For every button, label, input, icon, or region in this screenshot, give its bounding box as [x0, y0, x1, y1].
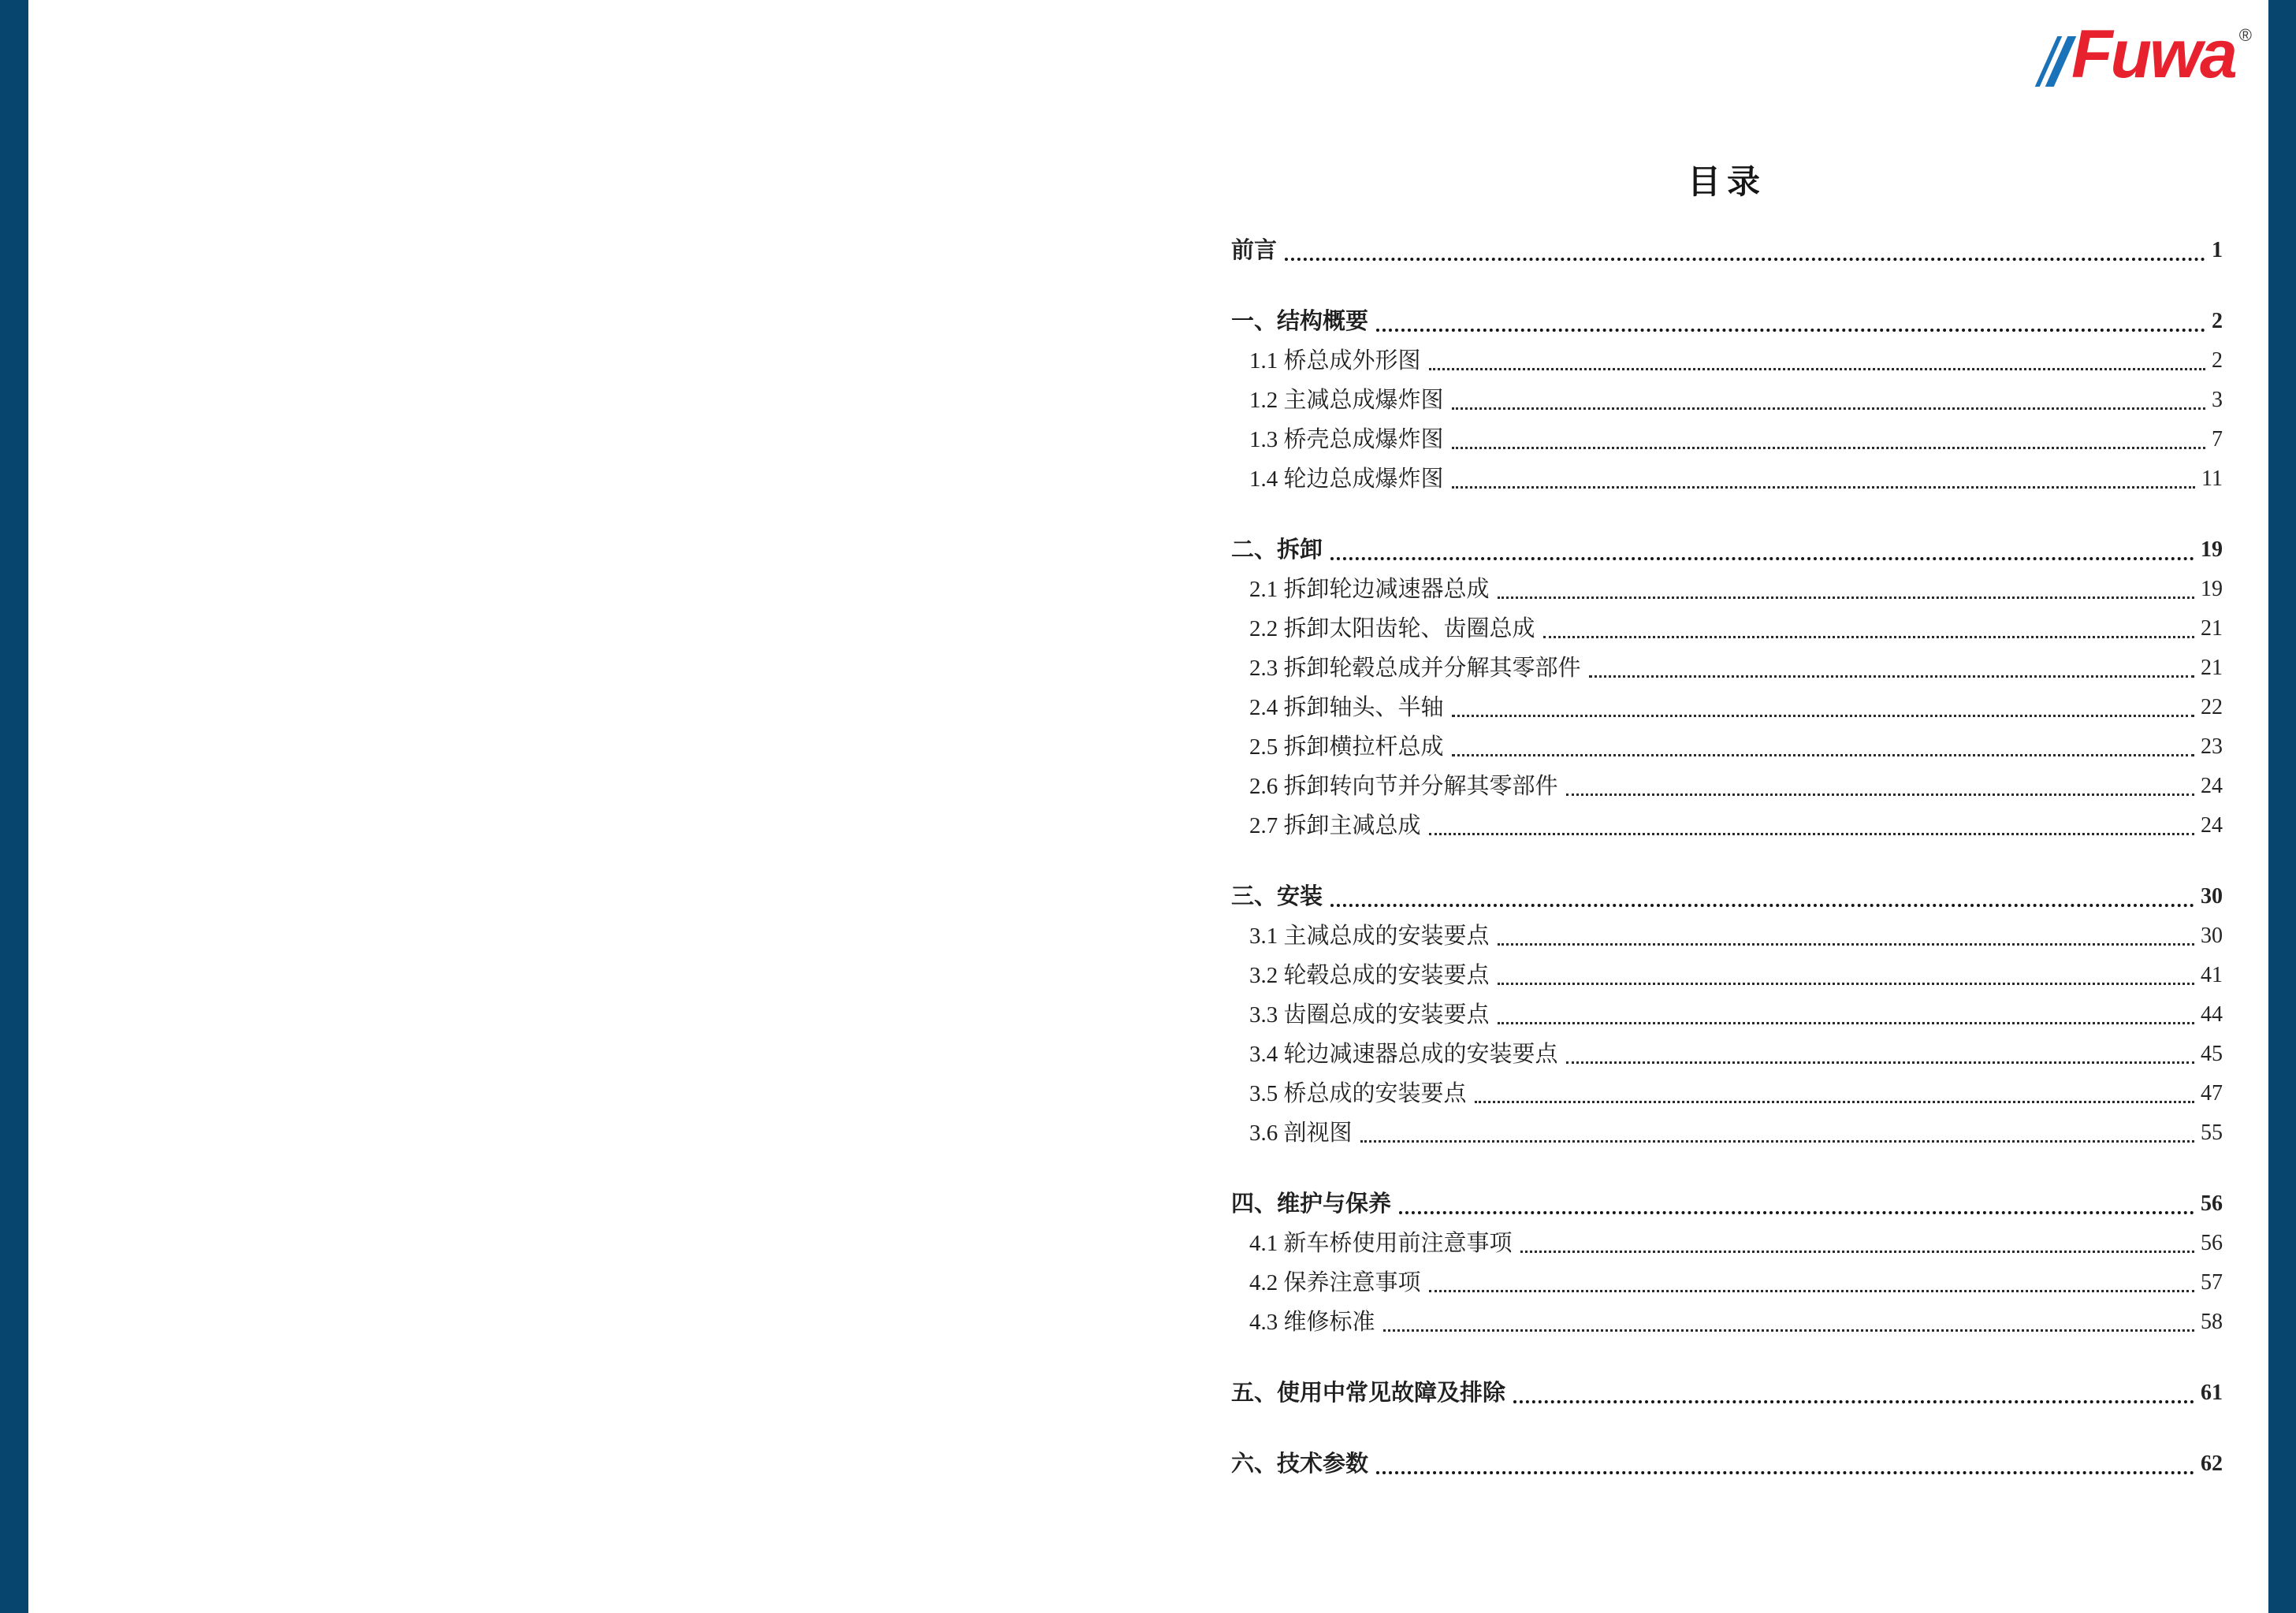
toc-entry-page-number: 1 — [2212, 238, 2223, 262]
toc-entry-label: 2.7 拆卸主减总成 — [1249, 813, 1421, 838]
toc-entry[interactable] — [1231, 1303, 2223, 1342]
toc-entry-page-number: 2 — [2212, 348, 2223, 373]
toc-entry-label: 3.2 轮毂总成的安装要点 — [1249, 963, 1490, 988]
dot-leader — [1543, 636, 2194, 638]
toc-entry-page-number: 44 — [2201, 1002, 2223, 1027]
dot-leader — [1475, 1101, 2194, 1103]
toc-entry[interactable] — [1231, 1184, 2223, 1224]
dot-leader — [1452, 407, 2205, 410]
toc-entry-page-number: 2 — [2212, 309, 2223, 333]
toc-entry[interactable] — [1231, 570, 2223, 609]
toc-entry-page-number: 22 — [2201, 695, 2223, 719]
registered-trademark-icon: ® — [2238, 25, 2253, 45]
toc-entry[interactable] — [1231, 1444, 2223, 1484]
logo-brand-text: Fuwa — [2071, 17, 2235, 92]
dot-leader — [1452, 754, 2194, 756]
toc-entry[interactable] — [1231, 916, 2223, 956]
toc-entry-page-number: 21 — [2201, 656, 2223, 680]
toc-entry[interactable] — [1231, 381, 2223, 420]
toc-entry[interactable] — [1231, 609, 2223, 649]
toc-entry-label: 1.4 轮边总成爆炸图 — [1249, 466, 1444, 492]
toc-entry[interactable] — [1231, 727, 2223, 767]
dot-leader — [1376, 1471, 2194, 1474]
toc-entry-label: 1.2 主减总成爆炸图 — [1249, 388, 1444, 413]
fuwa-logo — [2046, 17, 2253, 92]
toc-entry-page-number: 58 — [2201, 1310, 2223, 1334]
toc-entry[interactable] — [1231, 459, 2223, 499]
dot-leader — [1498, 983, 2194, 985]
toc-entry-label: 1.3 桥壳总成爆炸图 — [1249, 427, 1444, 452]
toc-entry-page-number: 23 — [2201, 734, 2223, 759]
right-accent-bar — [2268, 0, 2296, 1613]
toc-entry-page-number: 55 — [2201, 1121, 2223, 1145]
dot-leader — [1383, 1329, 2194, 1332]
toc-entry[interactable] — [1231, 995, 2223, 1035]
toc-entry-label: 3.6 剖视图 — [1249, 1121, 1353, 1146]
table-of-contents — [1231, 231, 2223, 1484]
page-title: 目录 — [1687, 165, 1766, 201]
toc-entry-page-number: 3 — [2212, 388, 2223, 412]
toc-entry-label: 3.4 轮边减速器总成的安装要点 — [1249, 1042, 1558, 1067]
toc-entry[interactable] — [1231, 877, 2223, 916]
toc-entry-label: 1.1 桥总成外形图 — [1249, 348, 1421, 374]
toc-entry-page-number: 57 — [2201, 1270, 2223, 1295]
dot-leader — [1429, 1290, 2194, 1292]
toc-entry-page-number: 19 — [2201, 577, 2223, 601]
dot-leader — [1330, 557, 2194, 560]
toc-entry-label: 2.5 拆卸横拉杆总成 — [1249, 734, 1444, 760]
toc-entry-page-number: 24 — [2201, 774, 2223, 798]
toc-entry[interactable] — [1231, 231, 2223, 270]
toc-entry-page-number: 45 — [2201, 1042, 2223, 1066]
toc-entry-page-number: 19 — [2201, 537, 2223, 562]
toc-entry-page-number: 21 — [2201, 616, 2223, 641]
dot-leader — [1566, 793, 2194, 796]
dot-leader — [1498, 943, 2194, 946]
toc-entry-page-number: 30 — [2201, 924, 2223, 948]
dot-leader — [1452, 447, 2205, 449]
toc-entry[interactable] — [1231, 1113, 2223, 1153]
toc-entry-page-number: 56 — [2201, 1231, 2223, 1255]
toc-entry-page-number: 41 — [2201, 963, 2223, 987]
dot-leader — [1330, 904, 2194, 907]
dot-leader — [1429, 368, 2205, 370]
toc-entry[interactable] — [1231, 767, 2223, 806]
toc-entry-label: 4.2 保养注意事项 — [1249, 1270, 1421, 1295]
toc-entry[interactable] — [1231, 1224, 2223, 1263]
toc-entry-label: 四、维护与保养 — [1231, 1191, 1392, 1217]
toc-entry-label: 五、使用中常见故障及排除 — [1231, 1381, 1506, 1406]
toc-entry-label: 2.3 拆卸轮毂总成并分解其零部件 — [1249, 656, 1581, 681]
toc-entry-label: 三、安装 — [1231, 884, 1323, 909]
toc-entry[interactable] — [1231, 1263, 2223, 1303]
dot-leader — [1285, 258, 2205, 261]
toc-entry-page-number: 62 — [2201, 1451, 2223, 1476]
left-accent-bar — [0, 0, 28, 1613]
toc-entry-label: 二、拆卸 — [1231, 537, 1323, 563]
toc-entry[interactable] — [1231, 1373, 2223, 1413]
toc-entry[interactable] — [1231, 1035, 2223, 1074]
dot-leader — [1429, 833, 2194, 835]
toc-entry[interactable] — [1231, 688, 2223, 727]
dot-leader — [1589, 675, 2194, 678]
dot-leader — [1498, 1022, 2194, 1024]
toc-entry[interactable] — [1231, 420, 2223, 459]
toc-entry-label: 六、技术参数 — [1231, 1451, 1369, 1477]
toc-entry[interactable] — [1231, 649, 2223, 688]
toc-entry[interactable] — [1231, 530, 2223, 570]
toc-entry-label: 4.1 新车桥使用前注意事项 — [1249, 1231, 1513, 1256]
toc-entry[interactable] — [1231, 806, 2223, 846]
dot-leader — [1520, 1251, 2194, 1253]
dot-leader — [1452, 715, 2194, 717]
toc-entry[interactable] — [1231, 341, 2223, 381]
toc-entry-page-number: 30 — [2201, 884, 2223, 909]
toc-entry-label: 2.2 拆卸太阳齿轮、齿圈总成 — [1249, 616, 1535, 641]
toc-entry-page-number: 61 — [2201, 1381, 2223, 1405]
dot-leader — [1498, 597, 2194, 599]
toc-entry-label: 2.4 拆卸轴头、半轴 — [1249, 695, 1444, 720]
toc-entry-page-number: 56 — [2201, 1191, 2223, 1216]
toc-entry-page-number: 11 — [2201, 466, 2223, 491]
dot-leader — [1376, 329, 2205, 332]
dot-leader — [1566, 1061, 2194, 1064]
toc-entry-page-number: 47 — [2201, 1081, 2223, 1106]
toc-entry-page-number: 7 — [2212, 427, 2223, 452]
toc-entry-label: 4.3 维修标准 — [1249, 1310, 1375, 1335]
dot-leader — [1399, 1211, 2194, 1214]
dot-leader — [1513, 1400, 2194, 1403]
toc-entry-page-number: 24 — [2201, 813, 2223, 838]
toc-entry-label: 2.1 拆卸轮边减速器总成 — [1249, 577, 1490, 602]
toc-entry-label: 一、结构概要 — [1231, 309, 1369, 334]
dot-leader — [1360, 1140, 2194, 1143]
dot-leader — [1452, 486, 2196, 489]
toc-entry[interactable] — [1231, 1074, 2223, 1113]
toc-entry-label: 3.1 主减总成的安装要点 — [1249, 924, 1490, 949]
toc-entry[interactable] — [1231, 956, 2223, 995]
toc-entry-label: 前言 — [1231, 238, 1278, 263]
toc-entry[interactable] — [1231, 302, 2223, 341]
toc-entry-label: 3.5 桥总成的安装要点 — [1249, 1081, 1467, 1106]
toc-entry-label: 3.3 齿圈总成的安装要点 — [1249, 1002, 1490, 1028]
logo-slashes-icon — [2035, 36, 2076, 87]
toc-entry-label: 2.6 拆卸转向节并分解其零部件 — [1249, 774, 1558, 799]
